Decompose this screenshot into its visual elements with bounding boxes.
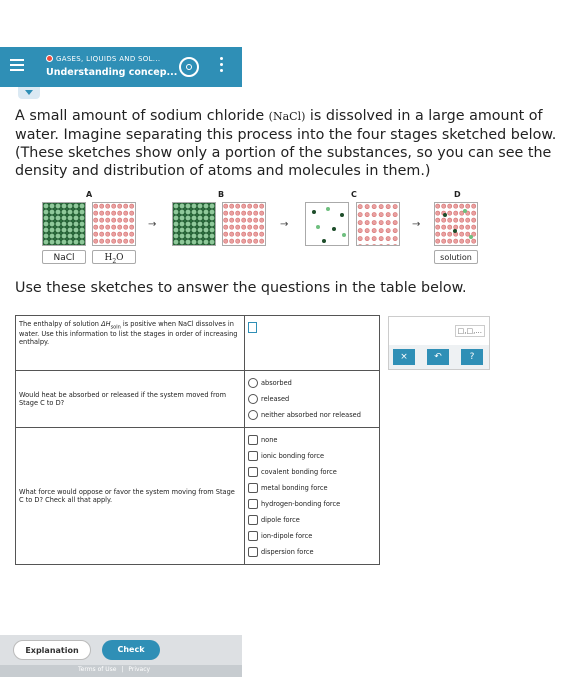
option-label: none bbox=[261, 436, 278, 444]
checkbox-icon[interactable] bbox=[248, 483, 258, 493]
option-label: absorbed bbox=[261, 379, 292, 387]
footer-bar bbox=[0, 635, 242, 665]
checkbox-icon[interactable] bbox=[248, 467, 258, 477]
q1-answer-cell bbox=[245, 316, 380, 371]
arrow-c-to-d: → bbox=[412, 219, 421, 230]
stage-label-c: C bbox=[351, 190, 357, 199]
solution-image bbox=[434, 202, 478, 246]
status-dot-icon bbox=[46, 55, 53, 62]
q3-option-none[interactable] bbox=[248, 432, 376, 448]
footer-links-bar bbox=[0, 665, 242, 677]
water-tag-h: H bbox=[104, 253, 113, 263]
menu-icon[interactable] bbox=[10, 59, 24, 75]
radio-icon[interactable] bbox=[248, 378, 258, 388]
nacl-lattice-image-b bbox=[172, 202, 216, 246]
more-options-icon[interactable] bbox=[220, 57, 224, 75]
option-label: dipole force bbox=[261, 516, 300, 524]
option-label: neither absorbed nor released bbox=[261, 411, 361, 419]
q3-answer-cell bbox=[245, 428, 380, 565]
checkbox-icon[interactable] bbox=[248, 531, 258, 541]
table-row bbox=[16, 371, 380, 428]
q2-option-neither[interactable] bbox=[248, 407, 376, 423]
solution-tag: solution bbox=[434, 250, 478, 264]
clear-icon[interactable]: × bbox=[393, 349, 415, 365]
collapse-toggle-icon[interactable] bbox=[18, 87, 40, 99]
q3-option-ion-dipole[interactable] bbox=[248, 528, 376, 544]
check-button[interactable]: Check bbox=[102, 640, 160, 660]
radio-icon[interactable] bbox=[248, 394, 258, 404]
stage-label-b: B bbox=[218, 190, 225, 199]
q1-text-a: The enthalpy of solution bbox=[19, 320, 102, 328]
progress-circle-icon[interactable] bbox=[179, 57, 199, 77]
stage-sketches bbox=[18, 190, 558, 270]
q3-option-covalent[interactable] bbox=[248, 464, 376, 480]
checkbox-icon[interactable] bbox=[248, 499, 258, 509]
checkbox-icon[interactable] bbox=[248, 435, 258, 445]
question-part-1: A small amount of sodium chloride bbox=[15, 108, 269, 124]
question-part-2: is dissolved in a large amount of water. Imagine separating this process into the four stages sketched below. (These sketches show only a portion of the substances, so you can see the density and distribution of atoms and molecules in them.) bbox=[15, 108, 557, 179]
q2-option-absorbed[interactable] bbox=[248, 375, 376, 391]
checkbox-icon[interactable] bbox=[248, 547, 258, 557]
terms-link[interactable]: Terms of Use bbox=[78, 666, 117, 673]
separated-water-image bbox=[356, 202, 400, 246]
arrow-b-to-c: → bbox=[280, 219, 289, 230]
question-text bbox=[15, 107, 565, 180]
question-table bbox=[15, 315, 380, 565]
topic-text: GASES, LIQUIDS AND SOL... bbox=[56, 55, 161, 63]
option-label: ionic bonding force bbox=[261, 452, 325, 460]
q1-answer-input[interactable] bbox=[248, 322, 257, 333]
instruction-text: Use these sketches to answer the questions in the table below. bbox=[15, 280, 467, 296]
q3-option-dispersion[interactable] bbox=[248, 544, 376, 560]
q1-symbol: ΔH bbox=[101, 320, 111, 328]
radio-icon[interactable] bbox=[248, 410, 258, 420]
q1-subscript: soln bbox=[110, 324, 121, 331]
assignment-title: Understanding concep... bbox=[46, 67, 178, 78]
checkbox-icon[interactable] bbox=[248, 515, 258, 525]
undo-icon[interactable]: ↶ bbox=[427, 349, 449, 365]
explanation-button[interactable]: Explanation bbox=[13, 640, 91, 660]
q3-text: What force would oppose or favor the system moving from Stage C to D? Check all that apply. bbox=[16, 428, 245, 565]
option-label: metal bonding force bbox=[261, 484, 328, 492]
option-label: released bbox=[261, 395, 290, 403]
q3-option-dipole[interactable] bbox=[248, 512, 376, 528]
list-template-button[interactable]: □,□,... bbox=[455, 325, 485, 337]
arrow-a-to-b: → bbox=[148, 219, 157, 230]
option-label: covalent bonding force bbox=[261, 468, 337, 476]
footer-separator: | bbox=[121, 666, 124, 673]
table-row bbox=[16, 428, 380, 565]
water-image bbox=[92, 202, 136, 246]
stage-label-a: A bbox=[86, 190, 93, 199]
privacy-link[interactable]: Privacy bbox=[128, 666, 151, 673]
template-area bbox=[389, 317, 489, 343]
checkbox-icon[interactable] bbox=[248, 451, 258, 461]
q1-text-b: is positive when NaCl dissolves in water. Use this information to list the stages in order of increasing enthalpy. bbox=[19, 320, 238, 347]
stage-label-d: D bbox=[454, 190, 461, 199]
nacl-tag: NaCl bbox=[42, 250, 86, 264]
separated-ions-image bbox=[305, 202, 349, 246]
q1-text bbox=[16, 316, 245, 371]
help-icon[interactable]: ? bbox=[461, 349, 483, 365]
option-label: hydrogen-bonding force bbox=[261, 500, 341, 508]
option-label: dispersion force bbox=[261, 548, 314, 556]
q2-answer-cell bbox=[245, 371, 380, 428]
water-tag-sub: 2 bbox=[112, 257, 117, 265]
nacl-lattice-image bbox=[42, 202, 86, 246]
tool-buttons bbox=[389, 345, 489, 369]
answer-tools-panel bbox=[388, 316, 490, 370]
q2-text: Would heat be absorbed or released if the system moved from Stage C to D? bbox=[16, 371, 245, 428]
option-label: ion-dipole force bbox=[261, 532, 313, 540]
topic-label bbox=[46, 55, 160, 63]
q3-option-metal[interactable] bbox=[248, 480, 376, 496]
app-header bbox=[0, 47, 242, 87]
table-row bbox=[16, 316, 380, 371]
water-tag-o: O bbox=[116, 253, 124, 263]
footer-links bbox=[78, 666, 150, 673]
water-tag bbox=[92, 250, 136, 264]
q2-option-released[interactable] bbox=[248, 391, 376, 407]
q3-option-hydrogen[interactable] bbox=[248, 496, 376, 512]
q3-option-ionic[interactable] bbox=[248, 448, 376, 464]
water-image-b bbox=[222, 202, 266, 246]
question-formula: (NaCl) bbox=[268, 110, 306, 123]
